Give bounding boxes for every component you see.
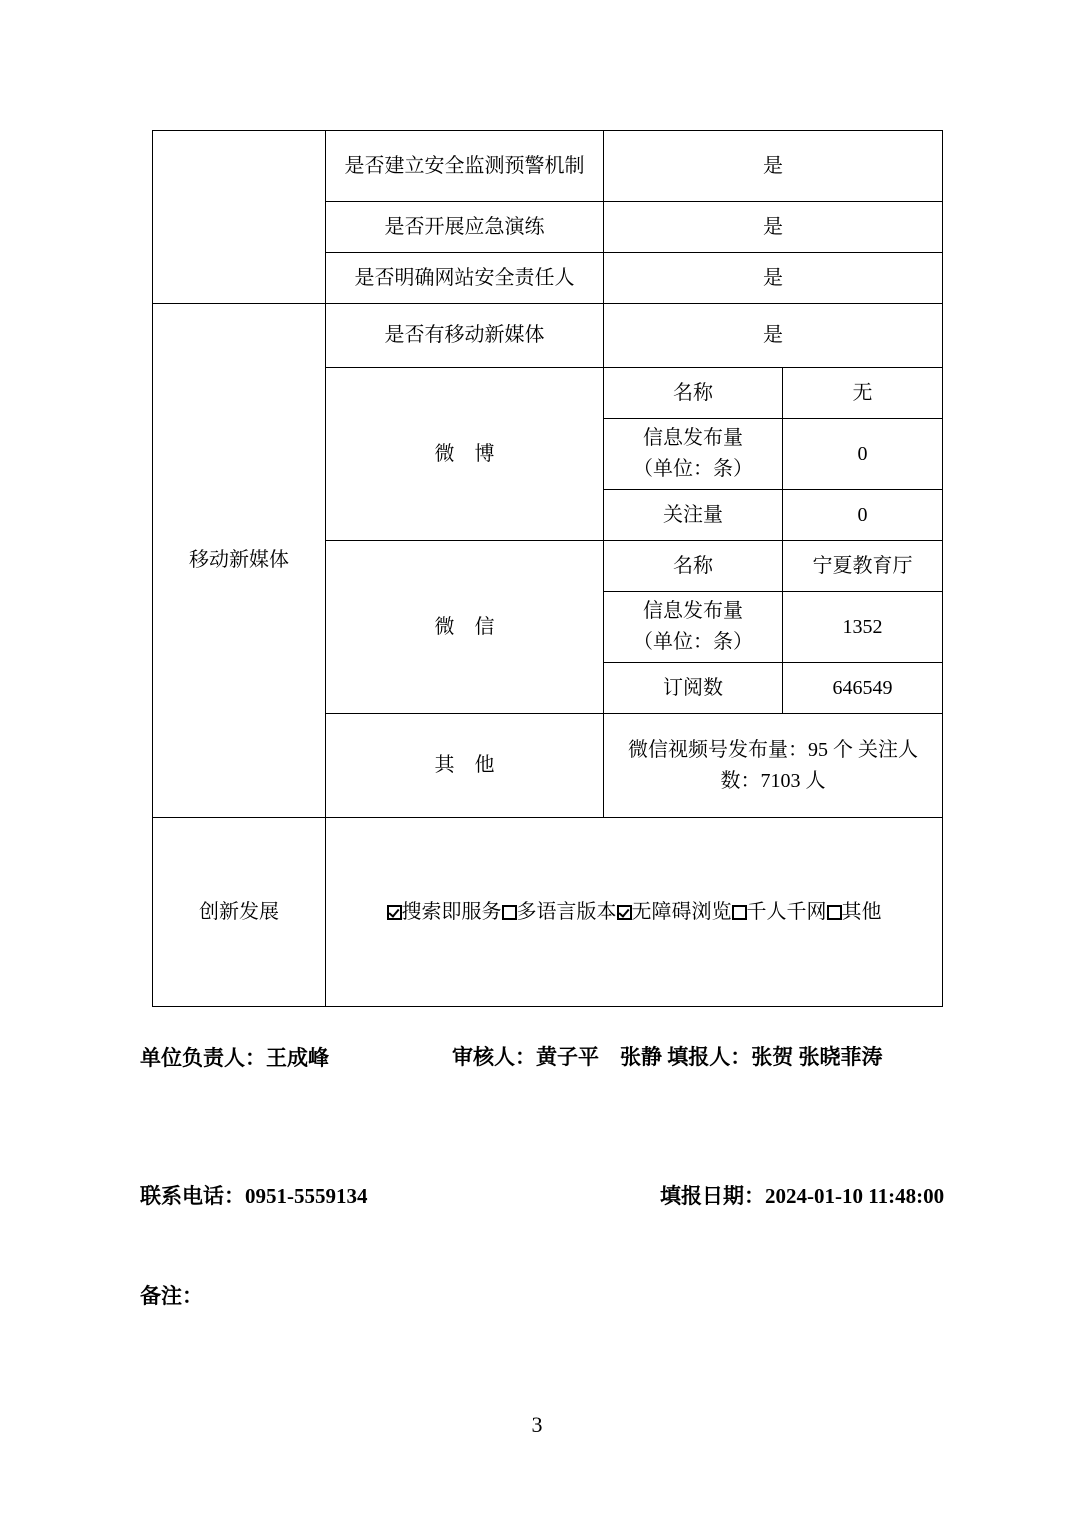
weixin-post-count-value: 1352: [783, 592, 943, 663]
checkbox-label-multilingual: 多语言版本: [516, 900, 617, 923]
innovation-section-label: 创新发展: [153, 818, 326, 1007]
weibo-followers-value: 0: [783, 490, 943, 541]
weibo-name-value: 无: [783, 368, 943, 419]
has-mobile-media-label: 是否有移动新媒体: [326, 304, 604, 368]
checkbox-label-personalized-network: 千人千网: [746, 900, 827, 923]
weixin-label-char1: 微: [434, 615, 455, 638]
weixin-post-count-label-line1: 信息发布量: [643, 600, 743, 622]
unit-head-text: 单位负责人：王成峰: [140, 1046, 329, 1070]
checkbox-other-icon[interactable]: [827, 905, 842, 920]
weixin-label: [326, 541, 604, 714]
checkbox-accessibility-icon[interactable]: [617, 905, 632, 920]
weibo-post-count-value: 0: [783, 419, 943, 490]
reviewer-and-reporter-text: 审核人：黄子平 张静 填报人：张贺 张晓菲涛: [452, 1045, 883, 1069]
page-number: 3: [531, 1412, 543, 1437]
weibo-followers-label: 关注量: [604, 490, 783, 541]
innovation-options-cell: [326, 818, 943, 1007]
checkbox-label-other: 其他: [841, 900, 882, 923]
checkbox-label-accessibility: 无障碍浏览: [631, 900, 732, 923]
weibo-post-count-label: [604, 419, 783, 490]
security-monitoring-label: 是否建立安全监测预警机制: [326, 131, 604, 202]
weibo-name-label: 名称: [604, 368, 783, 419]
weibo-post-count-label-line1: 信息发布量: [643, 427, 743, 449]
footer-contact-row: [0, 1180, 1074, 1220]
weixin-post-count-label: [604, 592, 783, 663]
footer-signature-row: [0, 1042, 1074, 1112]
weibo-label: [326, 368, 604, 541]
checkbox-search-as-service-icon[interactable]: [387, 905, 402, 920]
weixin-label-char2: 信: [474, 615, 495, 638]
weixin-name-label: 名称: [604, 541, 783, 592]
annual-report-table: [152, 130, 943, 1007]
emergency-drill-label: 是否开展应急演练: [326, 202, 604, 253]
security-officer-value: 是: [604, 253, 943, 304]
weibo-label-char1: 微: [434, 442, 455, 465]
weibo-label-char2: 博: [474, 442, 495, 465]
innovation-checkbox-group: [332, 897, 936, 928]
emergency-drill-value: 是: [604, 202, 943, 253]
other-media-value: 微信视频号发布量：95 个 关注人数：7103 人: [604, 714, 943, 818]
table-row: [153, 304, 943, 368]
weixin-name-value: 宁夏教育厅: [783, 541, 943, 592]
contact-phone-text: 联系电话：0951-5559134: [140, 1184, 368, 1208]
checkbox-label-search-as-service: 搜索即服务: [401, 900, 502, 923]
security-officer-label: 是否明确网站安全责任人: [326, 253, 604, 304]
footer-block: [0, 1020, 1074, 1308]
table-row: [153, 131, 943, 202]
security-section-label-cell: [153, 131, 326, 304]
weixin-post-count-label-line2: （单位：条）: [633, 631, 753, 653]
weixin-subscribers-label: 订阅数: [604, 663, 783, 714]
remarks-label: 备注：: [140, 1284, 203, 1308]
other-media-label-char1: 其: [434, 754, 455, 776]
weibo-post-count-label-line2: （单位：条）: [633, 458, 753, 480]
mobile-media-section-label: 移动新媒体: [153, 304, 326, 818]
has-mobile-media-value: 是: [604, 304, 943, 368]
security-monitoring-value: 是: [604, 131, 943, 202]
other-media-label: [326, 714, 604, 818]
table-row: [153, 818, 943, 1007]
checkbox-multilingual-icon[interactable]: [502, 905, 517, 920]
checkbox-personalized-network-icon[interactable]: [732, 905, 747, 920]
weixin-subscribers-value: 646549: [783, 663, 943, 714]
footer-remarks-row: [0, 1280, 1074, 1320]
other-media-label-char2: 他: [474, 754, 495, 776]
report-date-text: 填报日期：2024-01-10 11:48:00: [660, 1184, 945, 1208]
